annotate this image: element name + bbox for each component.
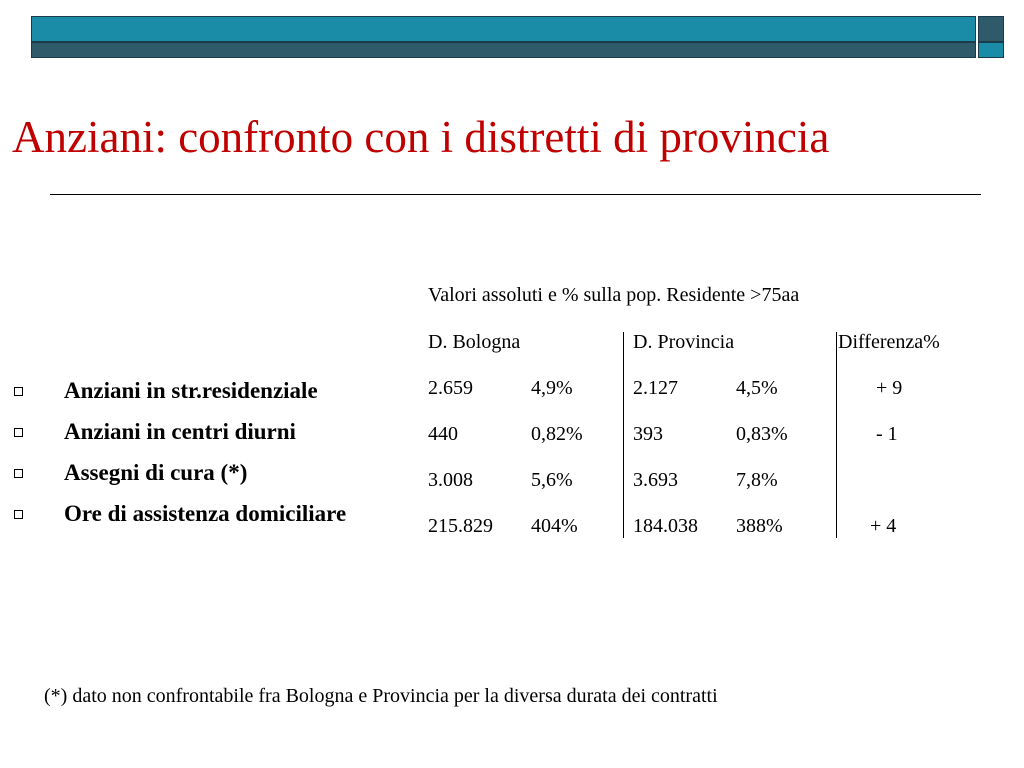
header-bologna: D. Bologna <box>428 331 521 353</box>
provincia-pct-cell: 388% <box>736 515 783 537</box>
provincia-abs-cell: 184.038 <box>633 515 698 537</box>
header-differenza: Differenza% <box>838 331 940 353</box>
provincia-pct-cell: 7,8% <box>736 469 778 491</box>
footnote: (*) dato non confrontabile fra Bologna e Provincia per la diversa durata dei contratti <box>44 685 718 707</box>
provincia-abs-cell: 393 <box>633 423 663 445</box>
differenza-cell: + 9 <box>876 377 903 399</box>
bologna-pct-cell: 5,6% <box>531 469 573 491</box>
bullet-text: Anziani in centri diurni <box>64 419 296 444</box>
provincia-abs-cell: 2.127 <box>633 377 678 399</box>
table-caption: Valori assoluti e % sulla pop. Residente >75aa <box>428 284 800 306</box>
bologna-pct-cell: 4,9% <box>531 377 573 399</box>
bologna-abs-cell: 215.829 <box>428 515 493 537</box>
bologna-pct-cell: 404% <box>531 515 578 537</box>
column-divider <box>623 332 624 538</box>
title-divider <box>50 194 981 195</box>
differenza-cell: - 1 <box>876 423 898 445</box>
provincia-pct-cell: 0,83% <box>736 423 788 445</box>
square-bullet-icon <box>14 428 23 437</box>
bullet-text: Assegni di cura (*) <box>64 460 248 485</box>
bullet-text: Anziani in str.residenziale <box>64 378 318 403</box>
header-bar-top <box>31 16 976 42</box>
bullet-text: Ore di assistenza domiciliare <box>64 501 347 526</box>
bologna-pct-cell: 0,82% <box>531 423 583 445</box>
slide-title: Anziani: confronto con i distretti di provincia <box>12 112 830 162</box>
differenza-cell: + 4 <box>870 515 897 537</box>
header-provincia: D. Provincia <box>633 331 735 353</box>
bologna-abs-cell: 440 <box>428 423 458 445</box>
header-square-top <box>978 16 1004 42</box>
header-bar-bottom <box>31 42 976 58</box>
column-divider <box>836 332 837 538</box>
square-bullet-icon <box>14 387 23 396</box>
bologna-abs-cell: 2.659 <box>428 377 473 399</box>
header-square-bottom <box>978 42 1004 58</box>
provincia-abs-cell: 3.693 <box>633 469 678 491</box>
square-bullet-icon <box>14 510 23 519</box>
provincia-pct-cell: 4,5% <box>736 377 778 399</box>
bologna-abs-cell: 3.008 <box>428 469 473 491</box>
square-bullet-icon <box>14 469 23 478</box>
